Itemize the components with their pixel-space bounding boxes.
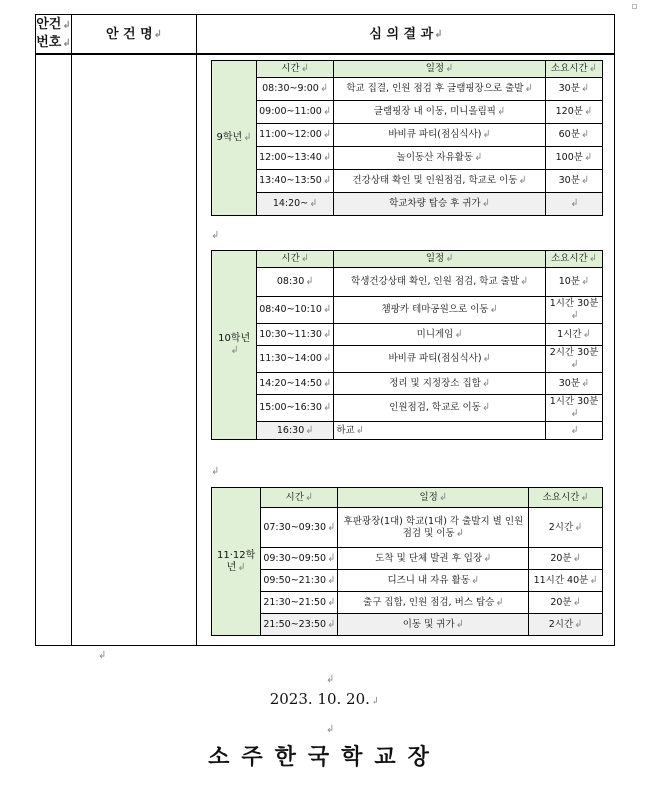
header-agenda-number: 안건↲ 번호↲ [36, 17, 71, 50]
plan-cell: 학교차량 탑승 후 귀가↲ [334, 193, 546, 216]
time-cell: 14:20~↲ [257, 193, 334, 216]
time-cell: 13:40~13:50↲ [257, 170, 334, 193]
table-header-row [212, 488, 603, 508]
column-header-duration: 소요시간↲ [545, 61, 602, 78]
plan-cell: 글램핑장 내 이동, 미니올림픽↲ [334, 101, 546, 124]
table-row [212, 395, 603, 422]
column-header-plan: 일정↲ [334, 251, 546, 268]
table-header-row [212, 251, 603, 268]
time-cell: 11:00~12:00↲ [257, 124, 334, 147]
table-row [212, 592, 603, 614]
table-row [212, 548, 603, 570]
duration-cell: 2시간↲ [529, 508, 603, 548]
table-row [212, 170, 603, 193]
plan-cell: 인원점검, 학교로 이동↲ [334, 395, 546, 422]
schedule-table-grade10 [211, 250, 603, 440]
plan-cell: 하교↲ [334, 422, 546, 440]
column-header-time: 시간↲ [257, 61, 334, 78]
time-cell: 15:00~16:30↲ [257, 395, 334, 422]
document-date: 2023. 10. 20.↲ [269, 690, 380, 708]
duration-cell: 1시간↲ [546, 324, 603, 346]
time-cell: 09:00~11:00↲ [257, 101, 334, 124]
duration-cell: 1시간 30분↲ [546, 395, 603, 422]
table-row [212, 268, 603, 297]
table-row [212, 422, 603, 440]
grade-label: 11·12학년↲ [212, 488, 261, 636]
principal-signature-line: 소주한국학교장 [208, 744, 441, 770]
plan-cell: 바비큐 파티(점심식사)↲ [334, 346, 546, 373]
time-cell: 08:40~10:10↲ [257, 297, 334, 324]
header-review-result: 심 의 결 과 ↲ [369, 26, 443, 42]
plan-cell: 출구 집합, 인원 점검, 버스 탑승↲ [338, 592, 529, 614]
plan-cell: 후판광장(1대) 학교(1대) 각 출발지 별 인원 점검 및 이동↲ [338, 508, 529, 548]
column-header-time: 시간↲ [261, 488, 338, 508]
duration-cell: 2시간↲ [529, 614, 603, 636]
time-cell: 11:30~14:00↲ [257, 346, 334, 373]
plan-cell: 이동 및 귀가↲ [338, 614, 529, 636]
paragraph-mark: ↲ [98, 650, 107, 661]
table-header-row [212, 61, 603, 78]
plan-cell: 학교 집결, 인원 점검 후 글램핑장으로 출발↲ [334, 78, 546, 101]
header-divider [36, 53, 614, 55]
table-row [212, 124, 603, 147]
duration-cell: 30분↲ [546, 373, 603, 395]
schedule-table-grade11-12 [211, 487, 603, 636]
duration-cell: 2시간 30분↲ [546, 346, 603, 373]
time-cell: 16:30↲ [257, 422, 334, 440]
column-header-time: 시간↲ [257, 251, 334, 268]
time-cell: 07:30~09:30↲ [261, 508, 338, 548]
column-divider [71, 15, 72, 645]
duration-cell: 11시간 40분↲ [529, 570, 603, 592]
paragraph-mark: ↲ [211, 466, 220, 477]
time-cell: 08:30↲ [257, 268, 334, 297]
table-row [212, 78, 603, 101]
duration-cell: 20분↲ [529, 548, 603, 570]
plan-cell: 바비큐 파티(점심식사)↲ [334, 124, 546, 147]
table-row [212, 614, 603, 636]
duration-cell: 20분↲ [529, 592, 603, 614]
table-row [212, 346, 603, 373]
plan-cell: 정리 및 지정장소 집합↲ [334, 373, 546, 395]
duration-cell: 100분↲ [545, 147, 602, 170]
column-header-plan: 일정↲ [334, 61, 546, 78]
paragraph-mark: ↲ [326, 724, 335, 735]
plan-cell: 미니게임↲ [334, 324, 546, 346]
duration-cell: ↲ [545, 193, 602, 216]
column-header-duration: 소요시간↲ [546, 251, 603, 268]
duration-cell: ↲ [546, 422, 603, 440]
time-cell: 21:50~23:50↲ [261, 614, 338, 636]
table-row [212, 193, 603, 216]
time-cell: 08:30~9:00↲ [257, 78, 334, 101]
plan-cell: 건강상태 확인 및 인원점검, 학교로 이동↲ [334, 170, 546, 193]
time-cell: 10:30~11:30↲ [257, 324, 334, 346]
table-row [212, 373, 603, 395]
duration-cell: 120분↲ [545, 101, 602, 124]
header-agenda-title: 안 건 명 ↲ [105, 26, 163, 42]
table-row [212, 324, 603, 346]
table-row [212, 147, 603, 170]
time-cell: 14:20~14:50↲ [257, 373, 334, 395]
duration-cell: 30분↲ [545, 170, 602, 193]
table-row [212, 297, 603, 324]
time-cell: 09:30~09:50↲ [261, 548, 338, 570]
table-row [212, 570, 603, 592]
table-row [212, 508, 603, 548]
column-divider [196, 15, 197, 645]
page-corner-marker [632, 4, 637, 9]
plan-cell: 챔팡카 테마공원으로 이동↲ [334, 297, 546, 324]
time-cell: 12:00~13:40↲ [257, 147, 334, 170]
table-row [212, 101, 603, 124]
plan-cell: 학생건강상태 확인, 인원 점검, 학교 출발↲ [334, 268, 546, 297]
schedule-table-grade9 [211, 60, 603, 216]
plan-cell: 도착 및 단체 발권 후 입장↲ [338, 548, 529, 570]
paragraph-mark: ↲ [326, 674, 335, 685]
plan-cell: 놀이동산 자유활동↲ [334, 147, 546, 170]
paragraph-mark: ↲ [211, 230, 220, 241]
time-cell: 21:30~21:50↲ [261, 592, 338, 614]
column-header-plan: 일정↲ [338, 488, 529, 508]
duration-cell: 1시간 30분↲ [546, 297, 603, 324]
duration-cell: 10분↲ [546, 268, 603, 297]
duration-cell: 60분↲ [545, 124, 602, 147]
time-cell: 09:50~21:30↲ [261, 570, 338, 592]
duration-cell: 30분↲ [545, 78, 602, 101]
grade-label: 10학년↲ [212, 251, 257, 440]
grade-label: 9학년↲ [212, 61, 257, 216]
plan-cell: 디즈니 내 자유 활동↲ [338, 570, 529, 592]
column-header-duration: 소요시간↲ [529, 488, 603, 508]
